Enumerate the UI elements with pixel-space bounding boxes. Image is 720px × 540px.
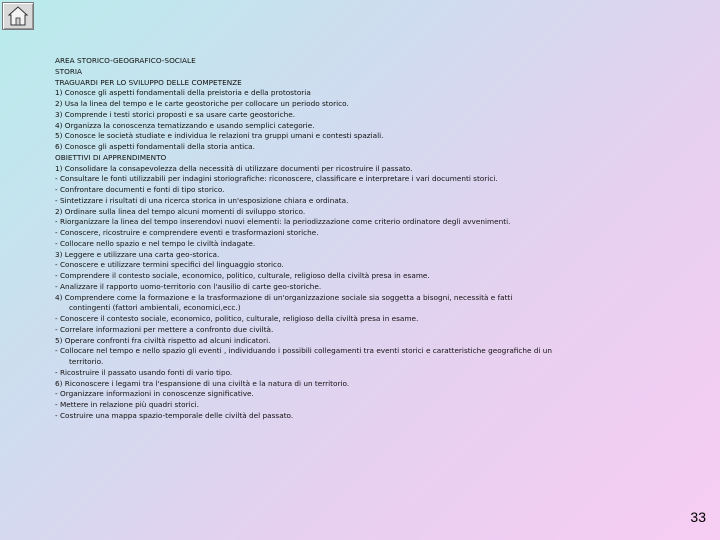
text-line: - Confrontare documenti e fonti di tipo storico. (55, 185, 225, 194)
text-line: - Conoscere il contesto sociale, economico, politico, culturale, religioso della civiltà presa in esame. (55, 314, 419, 323)
heading-traguardi: TRAGUARDI PER LO SVILUPPO DELLE COMPETENZE (55, 77, 242, 87)
text-line: - Collocare nel tempo e nello spazio gli eventi , individuando i possibili collegamenti tra eventi storici e caratteristiche geografiche di un territorio. (55, 346, 553, 366)
text-line: 2) Ordinare sulla linea del tempo alcuni momenti di sviluppo storico. (55, 206, 306, 216)
section-title: AREA STORICO-GEOGRAFICO-SOCIALE (55, 56, 196, 65)
text-line: - Conoscere e utilizzare termini specifici del linguaggio storico. (55, 260, 284, 270)
text-line: 1) Consolidare la consapevolezza della necessità di utilizzare documenti per ricostruire il passato. (55, 163, 413, 173)
text-line: - Sintetizzare i risultati di una ricerca storica in un'esposizione chiara e ordinata. (55, 195, 349, 205)
text-line: - Ricostruire il passato usando fonti di vario tipo. (55, 367, 233, 377)
text-line: 6) Conosce gli aspetti fondamentali della storia antica. (55, 142, 255, 151)
text-line: - Analizzare il rapporto uomo-territorio con l'ausilio di carte geo-storiche. (55, 281, 322, 291)
text-line: - Riorganizzare la linea del tempo inserendovi nuovi elementi: la periodizzazione come criterio ordinatore degli avvenimenti. (55, 217, 511, 227)
text-line: 4) Organizza la conoscenza tematizzando e usando semplici categorie. (55, 120, 315, 130)
text-line: - Costruire una mappa spazio-temporale delle civiltà del passato. (55, 410, 294, 420)
text-line: - Conoscere, ricostruire e comprendere eventi e trasformazioni storiche. (55, 228, 319, 237)
text-line: 5) Conosce le società studiate e individua le relazioni tra gruppi umani e contesti spaziali. (55, 131, 384, 141)
text-line: 3) Comprende i testi storici proposti e sa usare carte geostoriche. (55, 109, 296, 119)
text-line: - Consultare le fonti utilizzabili per indagini storiografiche: riconoscere, classificare e interpretare i vari documenti storici. (55, 174, 498, 184)
text-line: - Correlare informazioni per mettere a confronto due civiltà. (55, 324, 274, 334)
text-line: - Collocare nello spazio e nel tempo le civiltà indagate. (55, 238, 256, 248)
text-line: 6) Riconoscere i legami tra l'espansione di una civiltà e la natura di un territorio. (55, 378, 350, 388)
page-number: 33 (690, 509, 706, 525)
document-text (55, 56, 555, 422)
text-line: 5) Operare confronti fra civiltà rispetto ad alcuni indicatori. (55, 335, 271, 345)
text-line: - Organizzare informazioni in conoscenze significative. (55, 389, 254, 399)
text-line: - Mettere in relazione più quadri storici. (55, 400, 199, 409)
text-line: 2) Usa la linea del tempo e le carte geostoriche per collocare un periodo storico. (55, 99, 349, 108)
home-button[interactable] (2, 2, 34, 30)
heading-obiettivi: OBIETTIVI DI APPRENDIMENTO (55, 152, 167, 162)
home-icon (7, 5, 29, 27)
text-line: 4) Comprendere come la formazione e la trasformazione di un'organizzazione sociale sia soggetta a bisogni, necessità e fatti contingenti (fattori ambientali, economici,ecc.) (55, 292, 513, 313)
subject-title: STORIA (55, 66, 83, 76)
text-line: 1) Conosce gli aspetti fondamentali della preistoria e della protostoria (55, 88, 311, 98)
text-line: 3) Leggere e utilizzare una carta geo-storica. (55, 249, 220, 259)
text-line: - Comprendere il contesto sociale, economico, politico, culturale, religioso della civiltà presa in esame. (55, 271, 430, 280)
